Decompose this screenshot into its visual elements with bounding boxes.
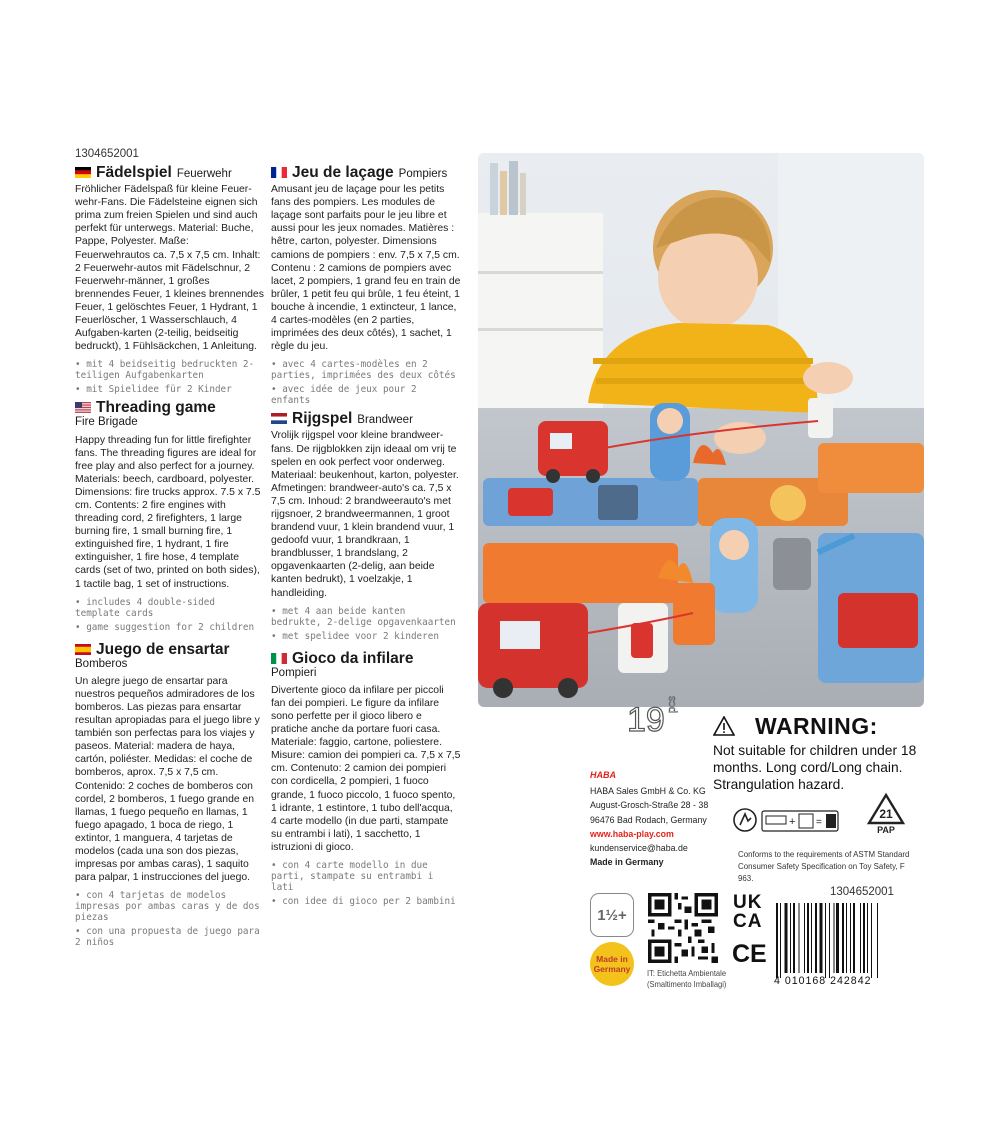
company-website: www.haba-play.com [590,828,674,840]
recycle-code: 21 [879,807,893,821]
barcode-bar [867,903,868,973]
barcode-bar [807,903,809,973]
german-flag-icon [75,167,91,178]
barcode-bar [842,903,844,973]
recycle-icon [864,792,908,834]
section-subtitle: Brandweer [357,414,413,427]
section-title: Rijgspel [292,410,353,428]
barcode-bar [819,903,822,973]
section-nl [271,412,461,641]
made-in-text: Made in Germany [590,857,664,869]
feature-bullet: • met 4 aan beide kanten bedrukte, 2-delige opgavenkaarten [271,606,461,628]
ukca-line-2: CA [733,911,763,932]
us-flag-icon [75,402,91,413]
recycle-label: PAP [877,825,895,834]
warning-triangle-icon [713,716,735,736]
feature-bullet: • con 4 tarjetas de modelos impresas por ambas caras y de dos piezas [75,890,265,923]
ce-mark: CE [732,940,767,968]
barcode-number: 4 010168 242842 [774,975,872,987]
ukca-mark [733,893,771,931]
feature-bullet: • con idee di gioco per 2 bambini [271,896,461,907]
made-in-line: Made in [596,954,628,964]
barcode-bar [793,903,795,973]
pieces-count: 19 [627,701,665,739]
svg-text:+: + [789,816,796,828]
dutch-flag-icon [271,413,287,424]
feature-bullet: • met spelidee voor 2 kinderen [271,631,461,642]
section-fr [271,166,461,406]
barcode-bar [846,903,847,973]
section-title: Juego de ensartar [96,640,230,658]
section-body: Fröhlicher Fädelspaß für kleine Feuer-wehr-Fans. Die Fädelsteine eignen sich prima zum freien Spielen und sind auch perfekt für unterwegs. Material: Buche, Pappe, Polyester. Maße: Feuerwehrautos ca. 7,5 x 7,5 cm. Inhalt: 2 Feuerwehr-autos mit Fädelschnur, 2 Feuerwehr-männer, 1 großes brennendes Feuer, 1 kleines brennendes Feuer, 1 gelöschtes Feuer, 1 Hydrant, 1 Feuerlöscher, 1 Wasserschlauch, 4 Aufgaben-karten (2-teilig, beidseitig bedruckt), 1 Fühlsäckchen, 1 Anleitung. [75,184,264,353]
section-title: Gioco da infilare [292,649,414,667]
section-it [271,649,461,908]
section-body: Happy threading fun for little firefighter fans. The threading figures are ideal for free play and also perfect for a journey. Materials: beech, cardboard, polyester. Dimensions: fire trucks approx. 7.5 x 7.5 cm. Contents: 2 fire engines with threading cord, 2 firefighters, 1 large burning fire, 1 small burning fire, 1 extinguished fire, 1 hydrant, 1 fire extinguisher, 1 fire hose, 4 template cards (set of two, printed on both sides), 1 tactile bag, 1 set of instructions. [75,434,261,590]
feature-bullet: • mit 4 beidseitig bedruckten 2-teiligen Aufgabenkarten [75,359,265,381]
feature-bullet: • includes 4 double-sided template cards [75,597,265,619]
barcode-bar [853,903,855,973]
barcode-bar [833,903,834,973]
barcode-bar [850,903,851,973]
barcode-bar [860,903,861,973]
section-subtitle: Bomberos [75,657,128,670]
barcode-bar [877,903,878,978]
qr-caption: IT: Etichetta Ambientale (Smaltimento Imballagi) [647,968,727,989]
french-flag-icon [271,167,287,178]
barcode-bar [780,903,781,978]
warning-text: Not suitable for children under 18 months. Long cord/Long chain. Strangulation hazard. [713,743,917,792]
feature-bullet: • avec 4 cartes-modèles en 2 parties, imprimées des deux côtés [271,359,461,381]
warning-heading: WARNING: [755,713,878,739]
barcode-bar [825,903,826,978]
company-street: August-Grosch-Straße 28 - 38 [590,800,709,812]
made-in-country: Germany [593,964,631,974]
section-title: Fädelspiel [96,164,172,181]
company-name: HABA Sales GmbH & Co. KG [590,786,706,797]
barcode [774,903,904,978]
barcode-bar [798,903,799,973]
feature-bullet: • con 4 carte modello in due parti, stampate su entrambi i lati [271,860,461,893]
section-es [75,640,265,949]
sku-number-barcode: 1304652001 [830,886,894,898]
haba-logo: HABA [590,770,616,780]
age-badge: 1½+ [590,893,634,937]
astm-compliance-text: Conforms to the requirements of ASTM Standard Consumer Safety Specification on Toy Safety, F 963. [738,849,910,883]
text-column-left [75,166,265,951]
section-en [75,401,265,632]
text-column-middle [271,166,461,910]
company-email: kundenservice@haba.de [590,843,688,855]
company-address [590,785,708,871]
section-body: Vrolijk rijgspel voor kleine brandweer-fans. De rijgblokken zijn ideaal om vrij te spelen en ook perfect voor onderweg. Materiaal: beukenhout, karton, polyester. Afmetingen: brandweer-auto's ca. 7,5 x 7,5 cm. Inhoud: 2 brandweerauto's met rijgsnoer, 2 brandweermannen, 1 groot brandend vuur, 1 klein brandend vuur, 1 gedoofd vuur, 1 brandkraan, 1 brandblusser, 1 brandslang, 2 opgavenkaarten (2-delig, aan beide kanten bedrukt), 1 voelzakje, 1 handleiding. [271,430,459,599]
section-subtitle: Fire Brigade [75,416,138,429]
sku-number-top: 1304652001 [75,148,139,160]
section-body: Un alegre juego de ensartar para nuestros pequeños admiradores de los bomberos. Las piezas para ensartar resultan apropiadas para el juego libre y también son perfectas para los viajes y paseos. Material: madera de haya, cartón, poliéster. Medidas: el coche de bomberos, aprox. 7,5 x 7,5 cm. Contenido: 2 coches de bomberos con cordel, 2 bomberos, 1 fuego grande en llamas, 1 fuego pequeño en llamas, 1 fuego apagado, 1 boca de riego, 1 extintor, 1 manguera, 4 tarjetas de modelos (cada una son dos piezas, impresas por ambas caras), 1 saquito para palpar, 1 instrucciones del juego. [75,675,260,884]
barcode-bar [804,903,805,973]
barcode-bar [836,903,839,973]
svg-text:=: = [816,817,822,828]
barcode-bar [863,903,865,973]
section-title: Jeu de laçage [292,164,394,181]
pieces-count-badge [625,695,685,740]
spanish-flag-icon [75,644,91,655]
product-photo [478,153,924,707]
barcode-bar [815,903,817,973]
barcode-bar [790,903,791,973]
feature-bullet: • mit Spielidee für 2 Kinder [75,384,265,395]
section-body: Divertente gioco da infilare per piccoli fan dei pompieri. Le figure da infilare sono perfette per il gioco libero e pratiche anche da portare fuori casa. Materiale: faggio, cartone, poliestere. Misure: camion dei pompieri ca. 7,5 x 7,5 cm. Contenuto: 2 camion dei pompieri con cordicella, 2 pompieri, 1 fuoco grande, 1 fuoco piccolo, 1 fuoco spento, 1 idrante, 1 estintore, 1 tubo dell'acqua, 4 carte modello (in due parti, stampate su entrambi i lati), 1 sacchetto, 1 istruzioni di gioco. [271,684,461,853]
feature-bullet: • avec idée de jeux pour 2 enfants [271,384,461,406]
section-subtitle: Pompiers [398,168,448,180]
section-subtitle: Feuerwehr [176,168,232,180]
barcode-bar [784,903,787,973]
barcode-bar [871,903,872,978]
disposal-icons [733,805,848,835]
ukca-line-1: UK [733,892,763,913]
barcode-bar [776,903,778,978]
feature-bullet: • game suggestion for 2 children [75,622,265,633]
pieces-unit: pcs [666,695,678,713]
italian-flag-icon [271,653,287,664]
feature-bullet: • con una propuesta de juego para 2 niños [75,926,265,948]
section-title: Threading game [96,399,216,417]
made-in-germany-badge [590,942,634,986]
barcode-bar [829,903,830,978]
section-de [75,166,265,395]
section-body: Amusant jeu de laçage pour les petits fans des pompiers. Les modules de laçage sont parfaits pour le jeu libre et aussi pour les jeux nomades. Matières : hêtre, carton, polyester. Dimensions camions de pompiers : env. 7,5 x 7,5 cm. Contenu : 2 camions de pompiers avec lacet, 2 pompiers, 1 grand feu en train de brûler, 1 petit feu qui brûle, 1 feu éteint, 1 bouche à incendie, 1 extincteur, 1 lance, 4 cartes-modèles (en 2 parties, imprimées des deux côtés), 1 sachet, 1 règle du jeu. [271,184,461,353]
company-city: 96476 Bad Rodach, Germany [590,814,707,826]
section-subtitle: Pompieri [271,666,317,679]
qr-code [648,893,718,963]
barcode-bar [811,903,812,973]
